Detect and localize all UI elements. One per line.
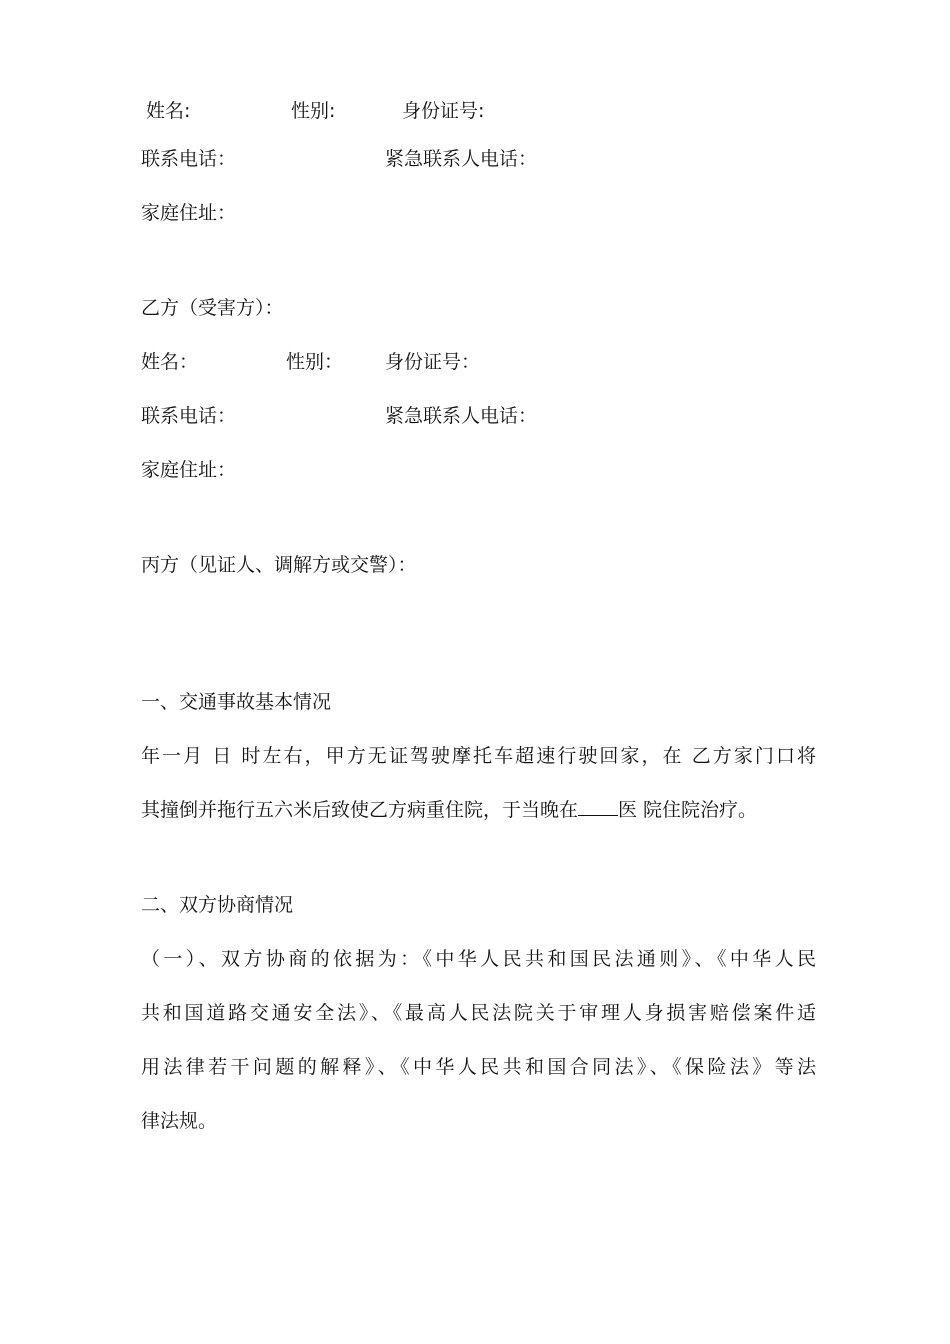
party-a-emergency-label: 紧急联系人电话： [385, 148, 538, 170]
party-a-phone-label: 联系电话： [141, 148, 237, 170]
party-a-name-label: 姓名: [146, 100, 191, 122]
section1-line2-after: 医 院住院治疗。 [618, 799, 758, 821]
party-b-address-label: 家庭住址： [141, 459, 237, 481]
party-b-gender-label: 性别： [286, 351, 344, 373]
party-b-emergency-label: 紧急联系人电话： [385, 405, 538, 427]
party-b-heading: 乙方（受害方）： [141, 297, 284, 319]
section1-paragraph-line-1: 年一月 日 时左右，甲方无证驾驶摩托车超速行驶回家，在 乙方家门口将 [141, 745, 816, 767]
section2-heading: 二、双方协商情况 [141, 894, 294, 916]
section2-paragraph-line: （一）、双方协商的依据为：《中华人民共和国民法通则》、《中华人民 [141, 948, 816, 970]
party-b-phone-label: 联系电话： [141, 405, 237, 427]
section2-paragraph-line: 用法律若干问题的解释》、《中华人民共和国合同法》、《保险法》等法 [141, 1056, 816, 1078]
hospital-blank-underline [578, 799, 618, 816]
party-a-address-label: 家庭住址： [141, 202, 237, 224]
section1-line2-before: 其撞倒并拖行五六米后致使乙方病重住院，于当晚在 [141, 799, 579, 821]
party-a-gender-label: 性别: [291, 100, 336, 122]
section1-paragraph-line-2 [141, 799, 757, 821]
section1-heading: 一、交通事故基本情况 [141, 691, 332, 713]
section2-paragraph-line: 律法规。 [141, 1110, 218, 1132]
party-b-id-label: 身份证号： [385, 351, 481, 373]
section2-paragraph-line: 共和国道路交通安全法》、《最高人民法院关于审理人身损害赔偿案件适 [141, 1002, 816, 1024]
party-b-name-label: 姓名： [141, 351, 199, 373]
party-c-heading: 丙方（见证人、调解方或交警）： [141, 554, 417, 576]
party-a-id-label: 身份证号: [402, 100, 485, 122]
